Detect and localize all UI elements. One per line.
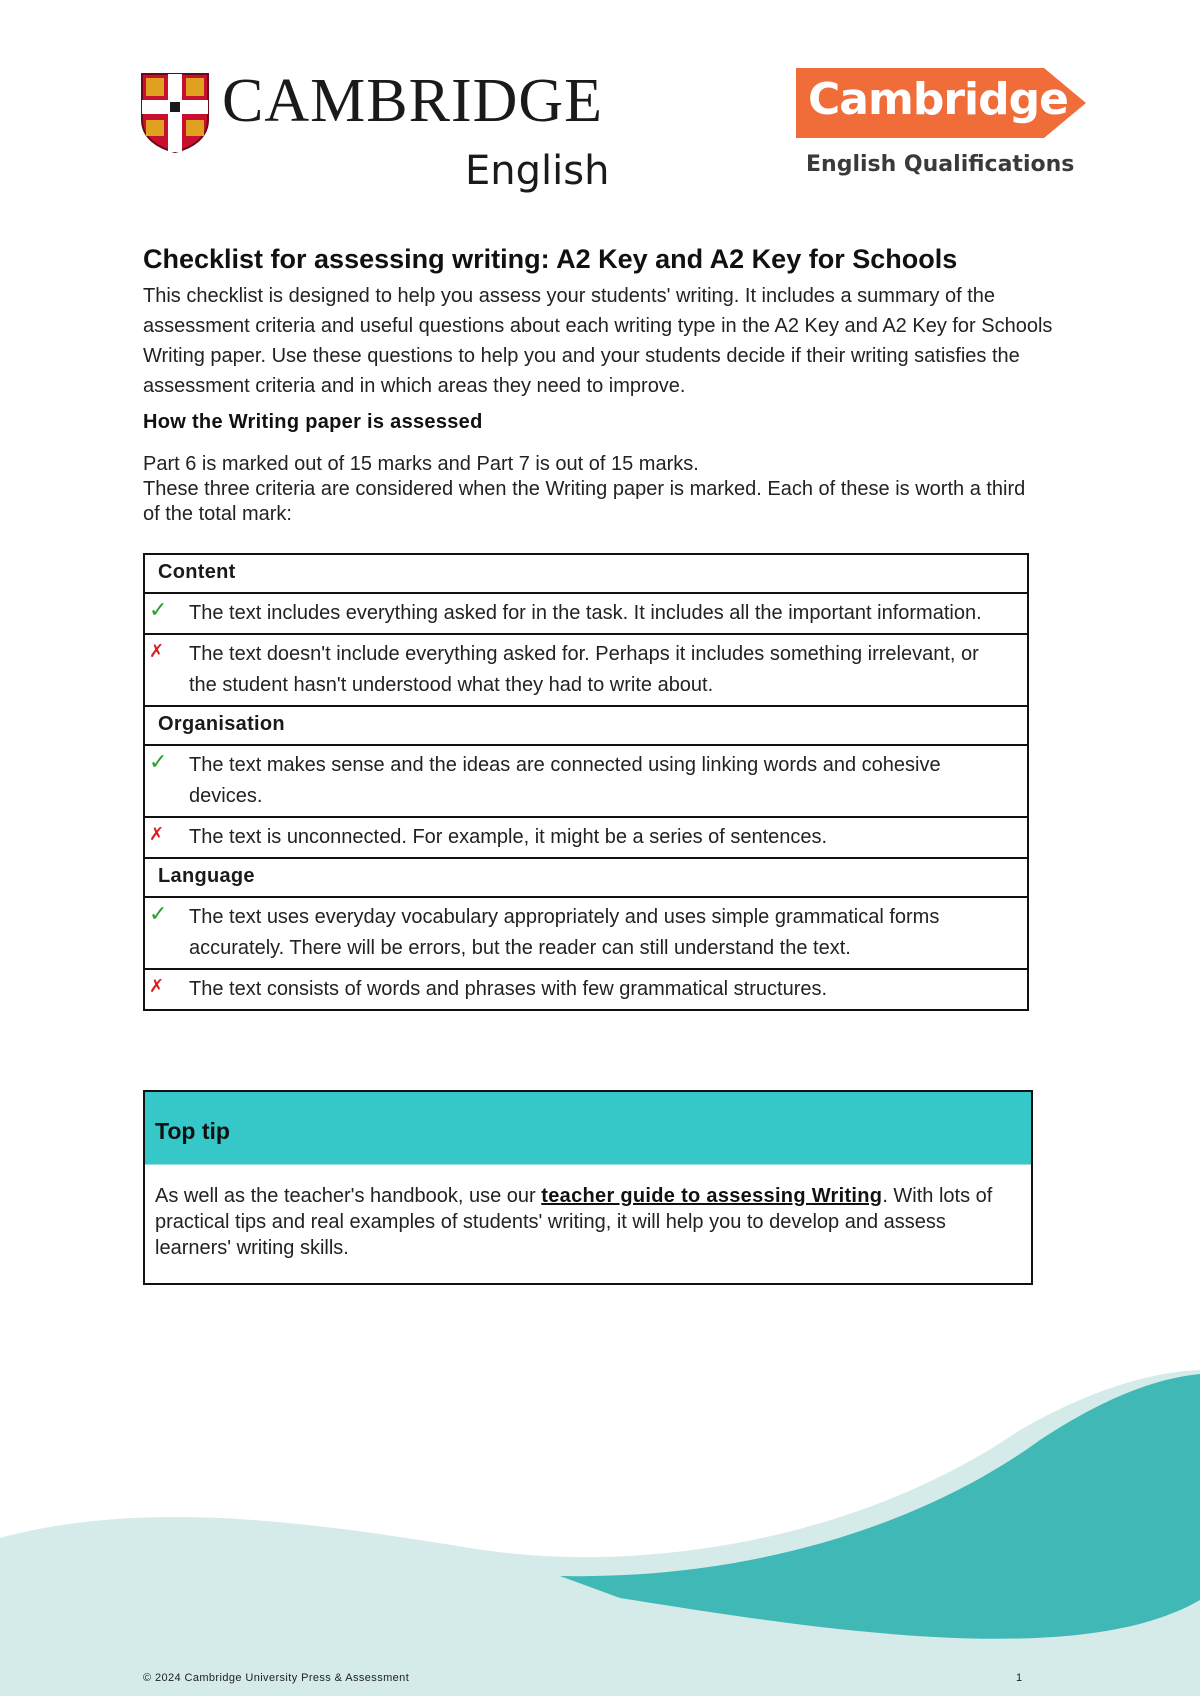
criteria-good-text: The text makes sense and the ideas are connected using linking words and cohesive devices. (189, 754, 941, 807)
criteria-bad-text: The text is unconnected. For example, it might be a series of sentences. (189, 826, 828, 848)
criteria-heading-organisation: Organisation (144, 706, 1028, 745)
page-title: Checklist for assessing writing: A2 Key and A2 Key for Schools (143, 244, 958, 274)
check-icon: ✓ (149, 749, 168, 774)
top-tip-box (143, 1090, 1033, 1285)
top-tip-header (145, 1092, 1031, 1165)
criteria-bad-text: The text doesn't include everything asked for. Perhaps it includes something irrelevant, or the student hasn't understood what they had to write about. (189, 643, 979, 696)
criteria-row (144, 969, 1028, 1010)
marks-line: Part 6 is marked out of 15 marks and Part 7 is out of 15 marks. (143, 453, 699, 475)
top-tip-title: Top tip (155, 1118, 230, 1144)
cross-icon: ✗ (149, 641, 165, 661)
criteria-heading-language: Language (144, 858, 1028, 897)
footer-copyright: © 2024 Cambridge University Press & Assessment (143, 1672, 410, 1684)
criteria-table (143, 553, 1029, 1011)
criteria-good-text: The text uses everyday vocabulary appropriately and uses simple grammatical forms accurately. There will be errors, but the reader can still understand the text. (189, 906, 940, 959)
cambridge-wordmark: CAMBRIDGE (222, 67, 604, 135)
footer-page-number: 1 (1016, 1672, 1023, 1684)
cambridge-crest-icon (140, 72, 210, 154)
top-tip-text-after: . With lots of practical tips and real examples of students' writing, it will help you to develop and assess learners' writing skills. (155, 1185, 993, 1259)
assessment-subheading: How the Writing paper is assessed (143, 411, 483, 433)
criteria-good-text: The text includes everything asked for in the task. It includes all the important information. (189, 602, 982, 624)
english-qualifications-label: English Qualifications (806, 152, 1075, 177)
decorative-wave (0, 1370, 1200, 1696)
criteria-bad-text: The text consists of words and phrases with few grammatical structures. (189, 978, 828, 1000)
cambridge-english-logo (140, 68, 610, 198)
cross-icon: ✗ (149, 976, 165, 996)
intro-paragraph: This checklist is designed to help you assess your students' writing. It includes a summary of the assessment criteria and useful questions about each writing type in the A2 Key and A2 Key for Schools Writing paper. Use these questions to help you and your students decide if their writing satisfies the assessment criteria and in which areas they need to improve. (143, 285, 1053, 397)
check-icon: ✓ (149, 901, 168, 926)
criteria-row (144, 817, 1028, 858)
criteria-heading-content: Content (144, 554, 1028, 593)
cambridge-arrow-wordmark: Cambridge (808, 74, 1068, 125)
criteria-row (144, 897, 1028, 969)
criteria-row (144, 745, 1028, 817)
cross-icon: ✗ (149, 824, 165, 844)
criteria-row (144, 593, 1028, 634)
english-wordmark: English (465, 148, 610, 194)
check-icon: ✓ (149, 597, 168, 622)
marks-paragraph (143, 452, 1043, 527)
top-tip-body (145, 1165, 1031, 1283)
cambridge-english-qualifications-logo (796, 68, 1096, 188)
criteria-line: These three criteria are considered when the Writing paper is marked. Each of these is worth a third of the total mark: (143, 478, 1026, 525)
teacher-guide-link[interactable]: teacher guide to assessing Writing (541, 1185, 883, 1207)
criteria-row (144, 634, 1028, 706)
top-tip-text-before: As well as the teacher's handbook, use our (155, 1185, 542, 1207)
